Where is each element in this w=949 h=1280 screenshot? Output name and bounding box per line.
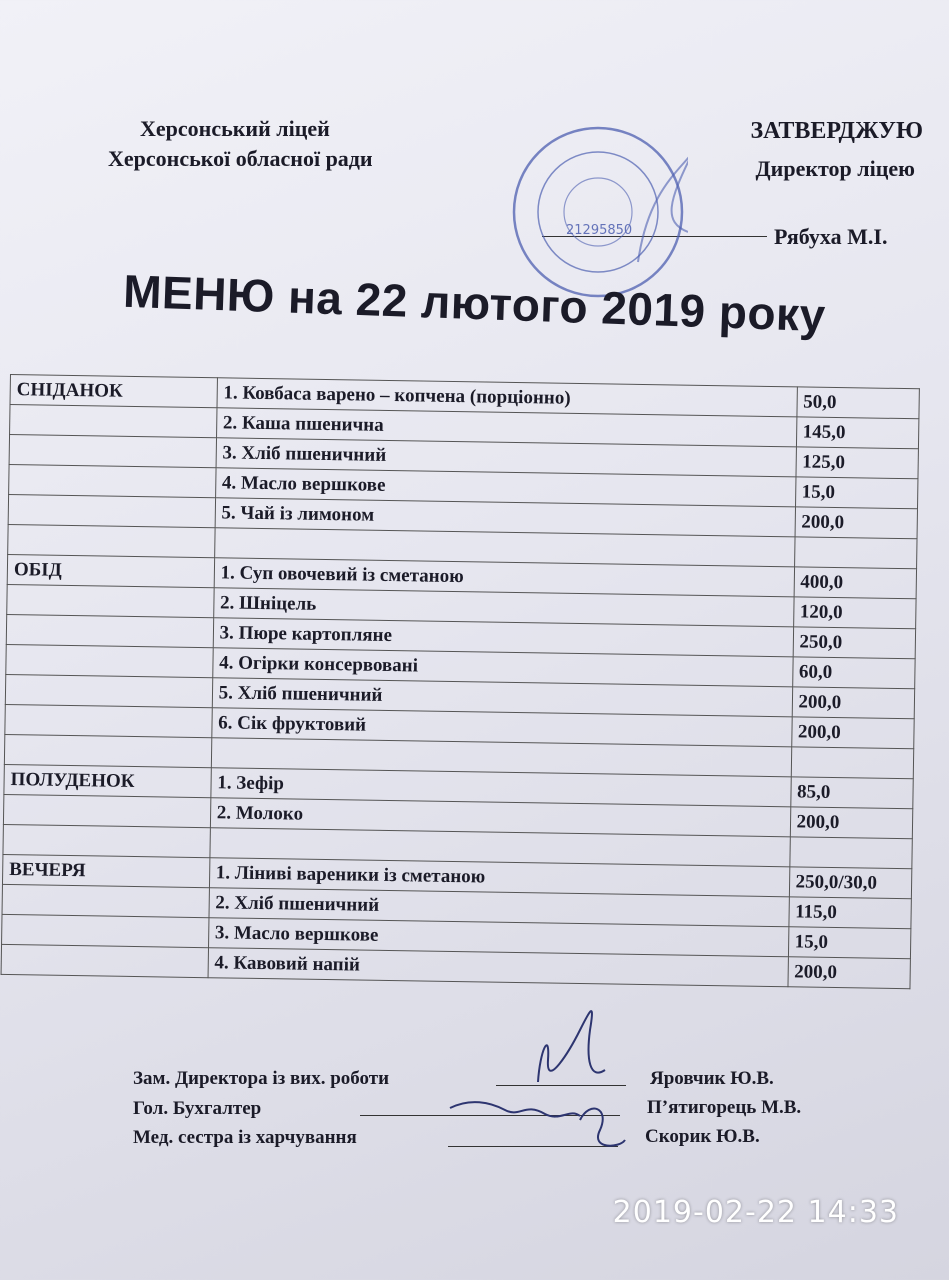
director-name: Рябуха М.І. bbox=[774, 224, 888, 249]
menu-quantity bbox=[794, 537, 917, 569]
menu-dish: 4. Кавовий напій bbox=[208, 948, 788, 987]
menu-category bbox=[3, 824, 210, 857]
menu-dish: 3. Хліб пшеничний bbox=[216, 438, 796, 477]
menu-quantity bbox=[791, 747, 914, 779]
menu-dish: 3. Пюре картопляне bbox=[213, 618, 793, 657]
menu-quantity: 200,0 bbox=[791, 717, 914, 749]
menu-dish: 5. Чай із лимоном bbox=[215, 498, 795, 537]
menu-quantity: 50,0 bbox=[796, 387, 919, 419]
menu-category bbox=[8, 524, 215, 557]
menu-category bbox=[2, 884, 209, 917]
menu-quantity: 85,0 bbox=[790, 777, 913, 809]
footer-name-deputy: Яровчик Ю.В. bbox=[650, 1068, 774, 1089]
menu-category bbox=[8, 494, 215, 527]
menu-table bbox=[1, 374, 920, 989]
menu-quantity: 15,0 bbox=[788, 927, 911, 959]
menu-quantity: 200,0 bbox=[787, 957, 910, 989]
menu-quantity: 15,0 bbox=[795, 477, 918, 509]
menu-dish: 6. Сік фруктовий bbox=[211, 708, 791, 747]
menu-quantity: 60,0 bbox=[792, 657, 915, 689]
director-title: Директор ліцею bbox=[755, 156, 915, 181]
menu-category bbox=[6, 614, 213, 647]
handwritten-signatures-icon bbox=[430, 990, 670, 1170]
footer-role-accountant: Гол. Бухгалтер bbox=[133, 1098, 262, 1119]
menu-dish: 1. Лінивi вареники із сметаною bbox=[209, 858, 789, 897]
menu-category bbox=[9, 464, 216, 497]
footer-role-deputy: Зам. Директора із вих. роботи bbox=[133, 1068, 390, 1089]
menu-category bbox=[4, 734, 211, 767]
menu-quantity: 115,0 bbox=[788, 897, 911, 929]
menu-quantity: 200,0 bbox=[790, 807, 913, 839]
menu-dish: 1. Суп овочевий із сметаною bbox=[214, 558, 794, 597]
menu-quantity: 400,0 bbox=[794, 567, 917, 599]
menu-dish: 1. Ковбаса варено – копчена (порціонно) bbox=[217, 378, 797, 417]
menu-category: ВЕЧЕРЯ bbox=[2, 854, 209, 887]
menu-title: МЕНЮ на 22 лютого 2019 року bbox=[122, 264, 827, 342]
menu-quantity: 125,0 bbox=[795, 447, 918, 479]
menu-category bbox=[7, 584, 214, 617]
menu-quantity bbox=[789, 837, 912, 869]
menu-dish: 2. Молоко bbox=[210, 798, 790, 837]
menu-dish: 4. Масло вершкове bbox=[215, 468, 795, 507]
menu-category: СНІДАНОК bbox=[10, 375, 217, 408]
menu-category: ОБІД bbox=[7, 554, 214, 587]
menu-category bbox=[6, 644, 213, 677]
menu-category bbox=[5, 704, 212, 737]
menu-category: ПОЛУДЕНОК bbox=[4, 764, 211, 797]
menu-quantity: 200,0 bbox=[795, 507, 918, 539]
menu-dish: 2. Каша пшенична bbox=[216, 408, 796, 447]
official-stamp-icon bbox=[508, 122, 688, 302]
menu-category bbox=[3, 794, 210, 827]
org-name-line1: Херсонський ліцей bbox=[140, 116, 330, 141]
menu-category bbox=[9, 435, 216, 468]
menu-dish: 3. Масло вершкове bbox=[208, 918, 788, 957]
footer-name-nurse: Скорик Ю.В. bbox=[645, 1126, 760, 1147]
menu-quantity: 145,0 bbox=[796, 417, 919, 449]
menu-category bbox=[2, 914, 209, 947]
menu-dish: 4. Огірки консервовані bbox=[212, 648, 792, 687]
menu-category bbox=[1, 944, 208, 977]
approval-heading: ЗАТВЕРДЖУЮ bbox=[750, 118, 923, 144]
stamp-code: 21295850 bbox=[566, 223, 633, 238]
menu-category bbox=[5, 674, 212, 707]
photo-timestamp: 2019-02-22 14:33 bbox=[612, 1195, 899, 1230]
menu-dish: 1. Зефір bbox=[211, 768, 791, 807]
org-name-line2: Херсонської обласної ради bbox=[108, 146, 373, 171]
menu-dish: 2. Шніцель bbox=[213, 588, 793, 627]
menu-category bbox=[10, 405, 217, 438]
menu-dish: 2. Хліб пшеничний bbox=[209, 888, 789, 927]
menu-quantity: 120,0 bbox=[793, 597, 916, 629]
menu-dish: 5. Хліб пшеничний bbox=[212, 678, 792, 717]
menu-quantity: 250,0 bbox=[793, 627, 916, 659]
menu-quantity: 250,0/30,0 bbox=[789, 867, 912, 899]
menu-quantity: 200,0 bbox=[792, 687, 915, 719]
footer-name-accountant: П’ятигорець М.В. bbox=[647, 1097, 802, 1118]
footer-role-nurse: Мед. сестра із харчування bbox=[133, 1127, 357, 1148]
